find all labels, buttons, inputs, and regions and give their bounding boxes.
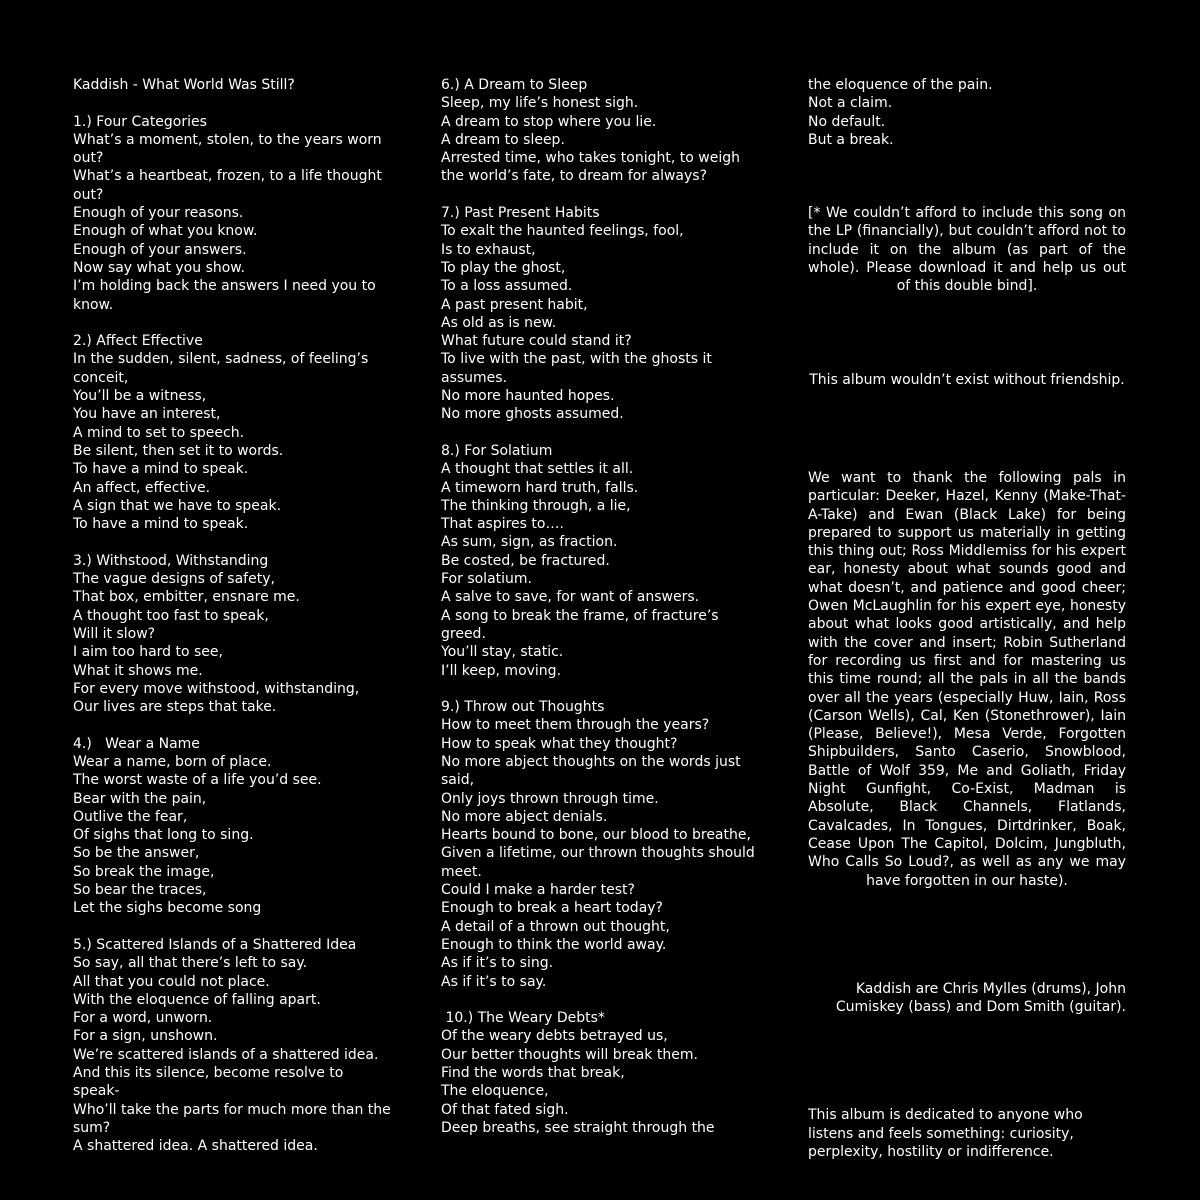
lyric-line: Could I make a harder test? xyxy=(441,882,635,899)
song-heading: 1.) Four Categories xyxy=(73,113,207,130)
lyrics-column-left xyxy=(73,76,391,1174)
lyric-line: So be the answer, xyxy=(73,845,200,862)
lyrics-column-middle xyxy=(441,76,763,1156)
lyric-line: No more abject denials. xyxy=(441,808,608,825)
lyric-line: What’s a moment, stolen, to the years worn out? xyxy=(73,131,382,167)
lyric-line: The vague designs of safety, xyxy=(73,571,275,588)
lyric-line: The worst waste of a life you’d see. xyxy=(73,772,322,789)
lyric-line: To have a mind to speak. xyxy=(73,516,249,533)
lyric-line: Enough of your reasons. xyxy=(73,205,244,222)
lyric-line: A dream to stop where you lie. xyxy=(441,113,657,130)
lyric-line: To have a mind to speak. xyxy=(73,461,249,478)
lyric-line: Deep breaths, see straight through the xyxy=(441,1119,715,1136)
lyric-line: Be silent, then set it to words. xyxy=(73,442,284,459)
song-heading: 5.) Scattered Islands of a Shattered Idea xyxy=(73,936,357,953)
song-heading: 7.) Past Present Habits xyxy=(441,205,600,222)
lyric-line: For solatium. xyxy=(441,571,532,588)
song-heading: 4.) Wear a Name xyxy=(73,735,200,752)
lyric-line: Arrested time, who takes tonight, to weigh the world’s fate, to dream for always? xyxy=(441,150,740,185)
song-1 xyxy=(73,113,391,314)
lyric-line: As sum, sign, as fraction. xyxy=(441,534,618,551)
lyric-line: An affect, effective. xyxy=(73,479,211,496)
lyric-line: That aspires to…. xyxy=(441,516,564,533)
lyric-line: A thought that settles it all. xyxy=(441,461,634,478)
lyric-line: You’ll stay, static. xyxy=(441,644,564,661)
lyric-line: So say, all that there’s left to say. xyxy=(73,955,308,972)
lyric-line: A thought too fast to speak, xyxy=(73,607,269,624)
lyric-line: the eloquence of the pain. xyxy=(808,77,993,93)
song-8 xyxy=(441,442,763,680)
lyric-line: The thinking through, a lie, xyxy=(441,497,631,514)
lyric-line: I aim too hard to see, xyxy=(73,644,223,661)
song-heading: 10.) The Weary Debts* xyxy=(441,1010,605,1027)
lyric-line: A sign that we have to speak. xyxy=(73,497,282,514)
lyric-line: To exalt the haunted feelings, fool, xyxy=(441,223,684,240)
song-10-continued xyxy=(808,76,1126,149)
lyric-line: That box, embitter, ensnare me. xyxy=(73,589,300,606)
song-heading: 9.) Throw out Thoughts xyxy=(441,699,605,716)
lyric-line: With the eloquence of falling apart. xyxy=(73,991,321,1008)
song-heading: 3.) Withstood, Withstanding xyxy=(73,552,269,569)
lyric-line: You have an interest, xyxy=(73,406,221,423)
lyric-line: A timeworn hard truth, falls. xyxy=(441,479,639,496)
lyric-line: A shattered idea. A shattered idea. xyxy=(73,1138,318,1155)
lyric-line: Sleep, my life’s honest sigh. xyxy=(441,95,639,112)
song-7 xyxy=(441,204,763,424)
lyric-line: You’ll be a witness, xyxy=(73,388,207,405)
lyric-line: Now say what you show. xyxy=(73,259,245,276)
lyric-line: For every move withstood, withstanding, xyxy=(73,680,360,697)
lyric-line: A salve to save, for want of answers. xyxy=(441,589,700,606)
song-heading: 6.) A Dream to Sleep xyxy=(441,77,588,93)
song-9 xyxy=(441,698,763,991)
lyric-line: As old as is new. xyxy=(441,314,557,331)
dedication: This album is dedicated to anyone who listens and feels something: curiosity, perplexity, hostility or indifference. xyxy=(808,1107,1083,1160)
lyric-line: And this its silence, become resolve to speak- xyxy=(73,1065,344,1100)
lyric-line: What it shows me. xyxy=(73,662,203,679)
lyric-line: All that you could not place. xyxy=(73,973,270,990)
band-members: Kaddish are Chris Mylles (drums), John Cumiskey (bass) and Dom Smith (guitar). xyxy=(835,980,1126,1016)
lyric-line: In the sudden, silent, sadness, of feeling’s conceit, xyxy=(73,351,369,386)
lyric-line: I’m holding back the answers I need you to know. xyxy=(73,278,376,313)
friendship-note: This album wouldn’t exist without friendship. xyxy=(809,371,1125,388)
lyric-line: No more abject thoughts on the words just said, xyxy=(441,753,741,789)
song-5 xyxy=(73,936,391,1156)
lyric-line: No default. xyxy=(808,113,886,130)
lyric-line: Wear a name, born of place. xyxy=(73,753,272,770)
lyric-line: Given a lifetime, our thrown thoughts should meet. xyxy=(441,845,755,880)
liner-notes-column-right xyxy=(808,76,1126,1161)
lyric-line: So bear the traces, xyxy=(73,882,207,899)
lyric-line: Bear with the pain, xyxy=(73,790,207,807)
song-2 xyxy=(73,332,391,533)
lyric-line: Our lives are steps that take. xyxy=(73,699,277,716)
lyric-line: Enough to break a heart today? xyxy=(441,900,663,917)
lyric-line: Let the sighs become song xyxy=(73,900,262,917)
lyric-line: Outlive the fear, xyxy=(73,808,188,825)
lyric-line: Enough of what you know. xyxy=(73,223,258,240)
lyric-line: As if it’s to say. xyxy=(441,973,547,990)
thanks-text: We want to thank the following pals in particular: Deeker, Hazel, Kenny (Make-That-A-Take) and Ewan (Black Lake) for being prepared to support us materially in getting this thing out; Ross Middlemiss for his expert ear, honesty about what sounds good and what doesn’t, and patience and good cheer; Owen McLaughlin for his expert eye, honesty about what looks good artistically, and help with the cover and insert; Robin Sutherland for recording us first and for mastering us this time round; all the pals in all the bands over all the years (especially Huw, Iain, Ross (Carson Wells), Cal, Ken (Stonethrower), Iain (Please, Believe!), Mesa Verde, Forgotten Shipbuilders, Santo Caserio, Snowblood, Battle of Wolf 359, Me and Goliath, Friday Night Gunfight, Co-Exist, Madman is Absolute, Black Channels, Flatlands, Cavalcades, In Tongues, Dirtdrinker, Boak, Cease Upon The Capitol, Dolcim, Jungbluth, Who Calls So Loud?, as well as any we may have forgotten in our haste). xyxy=(808,469,1126,889)
song-heading: 8.) For Solatium xyxy=(441,442,553,459)
lyric-line: No more ghosts assumed. xyxy=(441,406,624,423)
lyric-line: Be costed, be fractured. xyxy=(441,552,610,569)
song-10 xyxy=(441,1009,763,1137)
lyric-line: A past present habit, xyxy=(441,296,588,313)
lyric-line: Only joys thrown through time. xyxy=(441,790,659,807)
lyric-line: Hearts bound to bone, our blood to breathe, xyxy=(441,827,751,844)
lyric-line: No more haunted hopes. xyxy=(441,388,615,405)
lyric-line: How to speak what they thought? xyxy=(441,735,678,752)
lyric-line: Not a claim. xyxy=(808,95,893,112)
lyric-line: So break the image, xyxy=(73,863,215,880)
lyric-line: Is to exhaust, xyxy=(441,241,536,258)
song-heading: 2.) Affect Effective xyxy=(73,333,203,350)
lyric-line: Find the words that break, xyxy=(441,1065,625,1082)
song-4 xyxy=(73,735,391,918)
lyric-line: A detail of a thrown out thought, xyxy=(441,918,670,935)
lyric-line: A song to break the frame, of fracture’s greed. xyxy=(441,607,719,642)
album-title: Kaddish - What World Was Still? xyxy=(73,77,295,93)
lyric-line: How to meet them through the years? xyxy=(441,717,710,734)
lyric-line: What future could stand it? xyxy=(441,333,632,350)
lyric-line: Our better thoughts will break them. xyxy=(441,1046,698,1063)
download-note: [* We couldn’t afford to include this song on the LP (financially), but couldn’t afford not to include it on the album (as part of the whole). Please download it and help us out of this double bind]. xyxy=(808,205,1126,295)
lyric-line: But a break. xyxy=(808,131,894,148)
lyric-line: Who’ll take the parts for much more than the sum? xyxy=(73,1101,391,1136)
lyric-line: The eloquence, xyxy=(441,1083,549,1100)
lyric-line: For a word, unworn. xyxy=(73,1010,213,1027)
lyric-line: Enough of your answers. xyxy=(73,241,247,258)
lyric-line: I’ll keep, moving. xyxy=(441,662,562,679)
lyric-line: We’re scattered islands of a shattered idea. xyxy=(73,1046,379,1063)
lyric-line: To a loss assumed. xyxy=(441,278,573,295)
lyric-line: A mind to set to speech. xyxy=(73,424,245,441)
lyric-line: Of that fated sigh. xyxy=(441,1101,569,1118)
lyric-line: Will it slow? xyxy=(73,625,156,642)
song-6 xyxy=(441,76,763,186)
lyric-line: Enough to think the world away. xyxy=(441,936,667,953)
song-3 xyxy=(73,552,391,717)
lyric-line: What’s a heartbeat, frozen, to a life thought out? xyxy=(73,168,382,203)
lyric-line: As if it’s to sing. xyxy=(441,955,554,972)
lyric-line: Of sighs that long to sing. xyxy=(73,827,254,844)
lyric-line: To live with the past, with the ghosts it assumes. xyxy=(441,351,712,386)
lyric-line: A dream to sleep. xyxy=(441,131,565,148)
lyric-line: For a sign, unshown. xyxy=(73,1028,218,1045)
lyric-line: Of the weary debts betrayed us, xyxy=(441,1028,668,1045)
lyric-line: To play the ghost, xyxy=(441,259,566,276)
